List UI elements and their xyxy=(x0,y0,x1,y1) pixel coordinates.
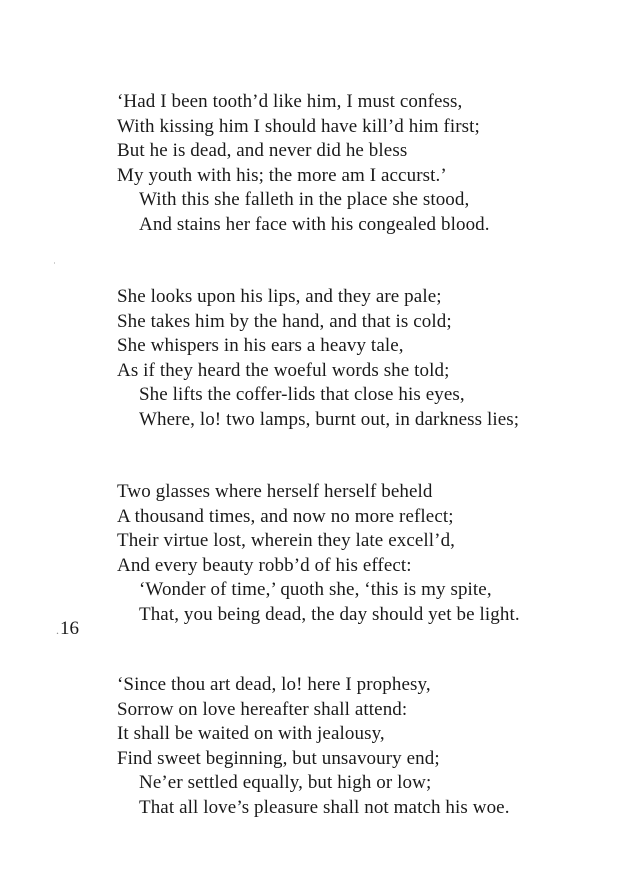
stanza-2 xyxy=(117,285,617,432)
poem-line: She whispers in his ears a heavy tale, xyxy=(117,335,404,356)
poem-line: She takes him by the hand, and that is cold; xyxy=(117,310,452,332)
poem-line: With kissing him I should have kill’d him first; xyxy=(117,115,480,137)
poem-line-couplet: That, you being dead, the day should yet be light. xyxy=(139,603,520,625)
stanza-3 xyxy=(117,480,617,627)
poem-line-couplet: With this she falleth in the place she stood, xyxy=(139,189,470,210)
line-number xyxy=(56,617,79,643)
poem-line: As if they heard the woeful words she told; xyxy=(117,359,450,381)
poem-line: ‘Since thou art dead, lo! here I prophesy, xyxy=(117,674,431,695)
poem-line-couplet: And stains her face with his congealed blood. xyxy=(139,213,490,235)
poem-line: Find sweet beginning, but unsavoury end; xyxy=(117,747,440,769)
poem-line: Two glasses where herself herself beheld xyxy=(117,481,433,502)
poem-line-couplet: Ne’er settled equally, but high or low; xyxy=(139,772,432,793)
poem-line: It shall be waited on with jealousy, xyxy=(117,723,385,744)
poem-line-couplet: She lifts the coffer-lids that close his eyes, xyxy=(139,384,465,405)
poem-line-couplet: That all love’s pleasure shall not match his woe. xyxy=(139,796,510,818)
line-number-value: 16 xyxy=(60,618,79,639)
poem-line: Their virtue lost, wherein they late excell’d, xyxy=(117,530,456,551)
poem-line: My youth with his; the more am I accurst.’ xyxy=(117,164,447,186)
poem-line-couplet: Where, lo! two lamps, burnt out, in darkness lies; xyxy=(139,408,520,430)
margin-mark xyxy=(54,262,55,264)
poem-line: Sorrow on love hereafter shall attend: xyxy=(117,698,408,720)
poem-line: ‘Had I been tooth’d like him, I must confess, xyxy=(117,91,463,112)
poem-line-couplet: ‘Wonder of time,’ quoth she, ‘this is my spite, xyxy=(139,579,492,600)
poem-line: But he is dead, and never did he bless xyxy=(117,140,408,161)
stanza-1 xyxy=(117,90,617,237)
line-number-prefix: . xyxy=(56,623,59,637)
stanza-4 xyxy=(117,673,617,820)
poem-line: A thousand times, and now no more reflect; xyxy=(117,505,454,527)
poem-line: She looks upon his lips, and they are pale; xyxy=(117,286,442,307)
poem-line: And every beauty robb’d of his effect: xyxy=(117,554,412,576)
